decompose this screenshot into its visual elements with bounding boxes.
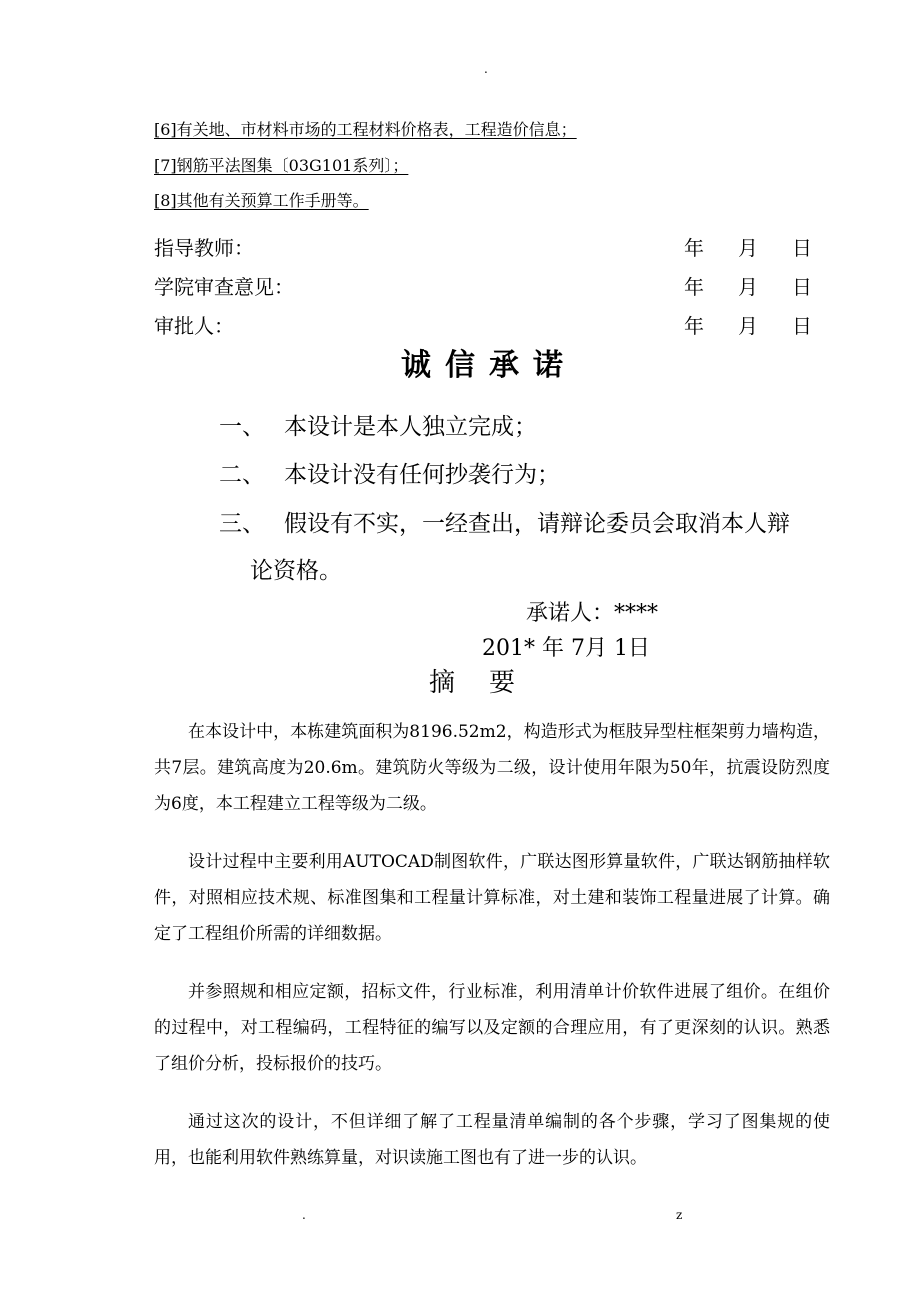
abstract-paragraph-3: 并参照规和相应定额，招标文件，行业标准，利用清单计价软件进展了组价。在组价的过程中，对工程编码，工程特征的编写以及定额的合理应用，有了更深刻的认识。熟悉了组价分析，投标报价的技巧。: [154, 982, 830, 1074]
advisor-month: 月: [738, 236, 758, 260]
footer-right-mark: z: [676, 1208, 683, 1222]
approver-day: 日: [792, 314, 812, 338]
pledge-number-3: 三、: [219, 511, 265, 537]
college-review-day: 日: [792, 275, 812, 299]
pledge-text-3-continued: 论资格。: [250, 558, 342, 584]
abstract-title: 摘要: [428, 668, 549, 698]
abstract-paragraph-1: 在本设计中，本栋建筑面积为8196.52m2，构造形式为框肢异型柱框架剪力墙构造，共7层。建筑高度为20.6m。建筑防火等级为二级，设计使用年限为50年，抗震设防烈度为6度，本工程建立工程等级为二级。: [154, 722, 830, 814]
integrity-title: 诚信承诺: [401, 348, 577, 383]
pledge-date: 201* 年 7月 1日: [482, 636, 650, 661]
college-review-year: 年: [684, 275, 704, 299]
abstract-paragraph-2: 设计过程中主要利用AUTOCAD制图软件，广联达图形算量软件，广联达钢筋抽样软件，对照相应技术规、标准图集和工程量计算标准，对土建和装饰工程量进展了计算。确定了工程组价所需的详细数据。: [154, 852, 830, 944]
reference-8: [8]其他有关预算工作手册等。: [154, 191, 369, 210]
pledge-text-1: 本设计是本人独立完成；: [284, 414, 537, 440]
pledge-text-2: 本设计没有任何抄袭行为；: [284, 462, 560, 488]
pledge-signer: 承诺人：****: [526, 601, 659, 626]
header-mark: .: [484, 62, 488, 76]
approver-year: 年: [684, 314, 704, 338]
abstract-paragraph-4: 通过这次的设计，不但详细了解了工程量清单编制的各个步骤，学习了图集规的使用，也能利用软件熟练算量，对识读施工图也有了进一步的认识。: [154, 1112, 830, 1168]
reference-7: [7]钢筋平法图集〔03G101系列〕；: [154, 156, 409, 175]
pledge-number-2: 二、: [219, 462, 265, 488]
college-review-label: 学院审查意见：: [154, 275, 294, 299]
advisor-year: 年: [684, 236, 704, 260]
reference-6: [6]有关地、市材料市场的工程材料价格表，工程造价信息；: [154, 120, 577, 139]
advisor-label: 指导教师：: [154, 236, 254, 260]
approver-month: 月: [738, 314, 758, 338]
pledge-number-1: 一、: [219, 414, 265, 440]
college-review-month: 月: [738, 275, 758, 299]
pledge-text-3: 假设有不实，一经查出，请辩论委员会取消本人辩: [284, 511, 790, 537]
footer-left-mark: .: [302, 1208, 306, 1222]
approver-label: 审批人：: [154, 314, 234, 338]
advisor-day: 日: [792, 236, 812, 260]
